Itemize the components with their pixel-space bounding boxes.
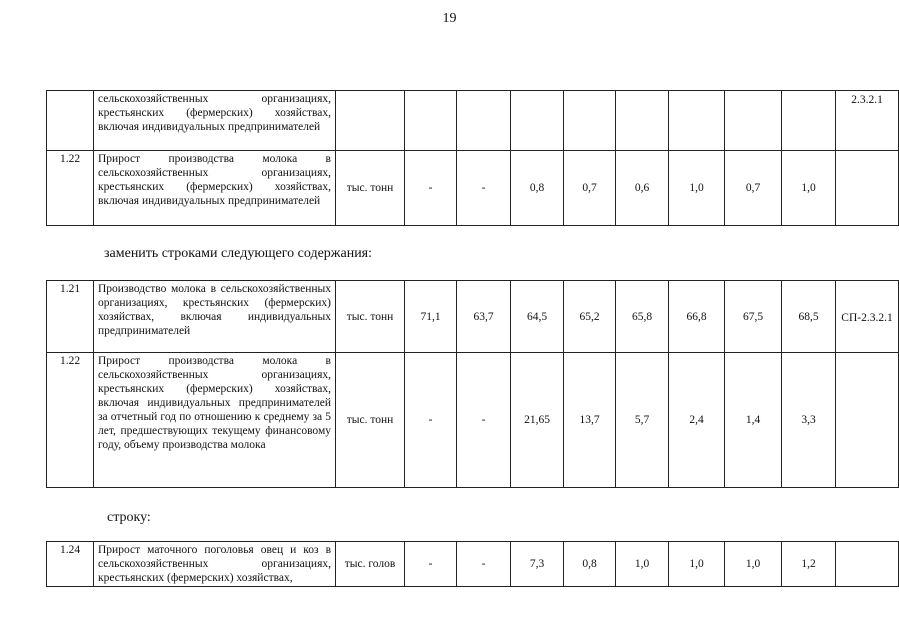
value-cell: - [405, 151, 457, 226]
indicator-name: сельскохозяйственных организациях, крестьянских (фермерских) хозяйствах, включая индивидуальных предпринимателей [94, 91, 336, 151]
value-cell: 21,65 [511, 353, 564, 488]
value-cell: 1,0 [725, 542, 782, 587]
value-cell: 1,2 [782, 542, 836, 587]
value-cell: 1,0 [669, 151, 725, 226]
value-cell: 1,0 [616, 542, 669, 587]
value-cell: 3,3 [782, 353, 836, 488]
table-row [47, 353, 899, 488]
table-row [47, 151, 899, 226]
value-cell: 65,8 [616, 281, 669, 353]
value-cell: 5,7 [616, 353, 669, 488]
row-number: 1.22 [47, 353, 94, 488]
value-cell: - [405, 353, 457, 488]
value-cell [457, 91, 511, 151]
row-number: 1.21 [47, 281, 94, 353]
value-cell [564, 91, 616, 151]
indicator-table-bottom [46, 541, 899, 587]
value-cell: 0,7 [725, 151, 782, 226]
value-cell: 2,4 [669, 353, 725, 488]
page-number: 19 [442, 11, 457, 26]
indicator-table-replacement [46, 280, 899, 488]
row-number [47, 91, 94, 151]
value-cell: 13,7 [564, 353, 616, 488]
unit-cell: тыс. голов [336, 542, 405, 587]
value-cell: 7,3 [511, 542, 564, 587]
value-cell: - [457, 353, 511, 488]
value-cell: 0,8 [564, 542, 616, 587]
value-cell: 1,0 [782, 151, 836, 226]
indicator-name: Прирост маточного поголовья овец и коз в сельскохозяйственных организациях, крестьянских (фермерских) хозяйствах, [94, 542, 336, 587]
unit-cell: тыс. тонн [336, 151, 405, 226]
indicator-name: Производство молока в сельскохозяйственных организациях, крестьянских (фермерских) хозяйствах, включая индивидуальных предпринимателей [94, 281, 336, 353]
source-cell: СП-2.3.2.1 [836, 281, 899, 353]
indicator-name: Прирост производства молока в сельскохозяйственных организациях, крестьянских (фермерских) хозяйствах, включая индивидуальных предпринимателей [94, 151, 336, 226]
table-row [47, 91, 899, 151]
value-cell [782, 91, 836, 151]
value-cell: 0,7 [564, 151, 616, 226]
source-cell [836, 542, 899, 587]
table-row [47, 281, 899, 353]
source-cell [836, 151, 899, 226]
value-cell: - [457, 542, 511, 587]
value-cell: 64,5 [511, 281, 564, 353]
source-cell [836, 353, 899, 488]
value-cell [616, 91, 669, 151]
value-cell: 63,7 [457, 281, 511, 353]
unit-cell: тыс. тонн [336, 353, 405, 488]
value-cell: - [457, 151, 511, 226]
value-cell: 0,8 [511, 151, 564, 226]
value-cell [669, 91, 725, 151]
value-cell: 68,5 [782, 281, 836, 353]
unit-cell: тыс. тонн [336, 281, 405, 353]
indicator-table-top [46, 90, 899, 226]
value-cell: 1,0 [669, 542, 725, 587]
value-cell: 67,5 [725, 281, 782, 353]
indicator-name: Прирост производства молока в сельскохозяйственных организациях, крестьянских (фермерских) хозяйствах, включая индивидуальных предпринимателей за отчетный год по отношению к среднему за 5 лет, предшествующих текущему финансовому году, объему производства молока [94, 353, 336, 488]
row-number: 1.22 [47, 151, 94, 226]
value-cell [725, 91, 782, 151]
value-cell [405, 91, 457, 151]
value-cell: 66,8 [669, 281, 725, 353]
replace-caption: заменить строками следующего содержания: [104, 246, 373, 261]
unit-cell [336, 91, 405, 151]
value-cell: 0,6 [616, 151, 669, 226]
row-caption: строку: [107, 510, 151, 525]
value-cell: - [405, 542, 457, 587]
value-cell [511, 91, 564, 151]
value-cell: 1,4 [725, 353, 782, 488]
value-cell: 71,1 [405, 281, 457, 353]
table-row [47, 542, 899, 587]
value-cell: 65,2 [564, 281, 616, 353]
source-cell: 2.3.2.1 [836, 91, 899, 151]
row-number: 1.24 [47, 542, 94, 587]
